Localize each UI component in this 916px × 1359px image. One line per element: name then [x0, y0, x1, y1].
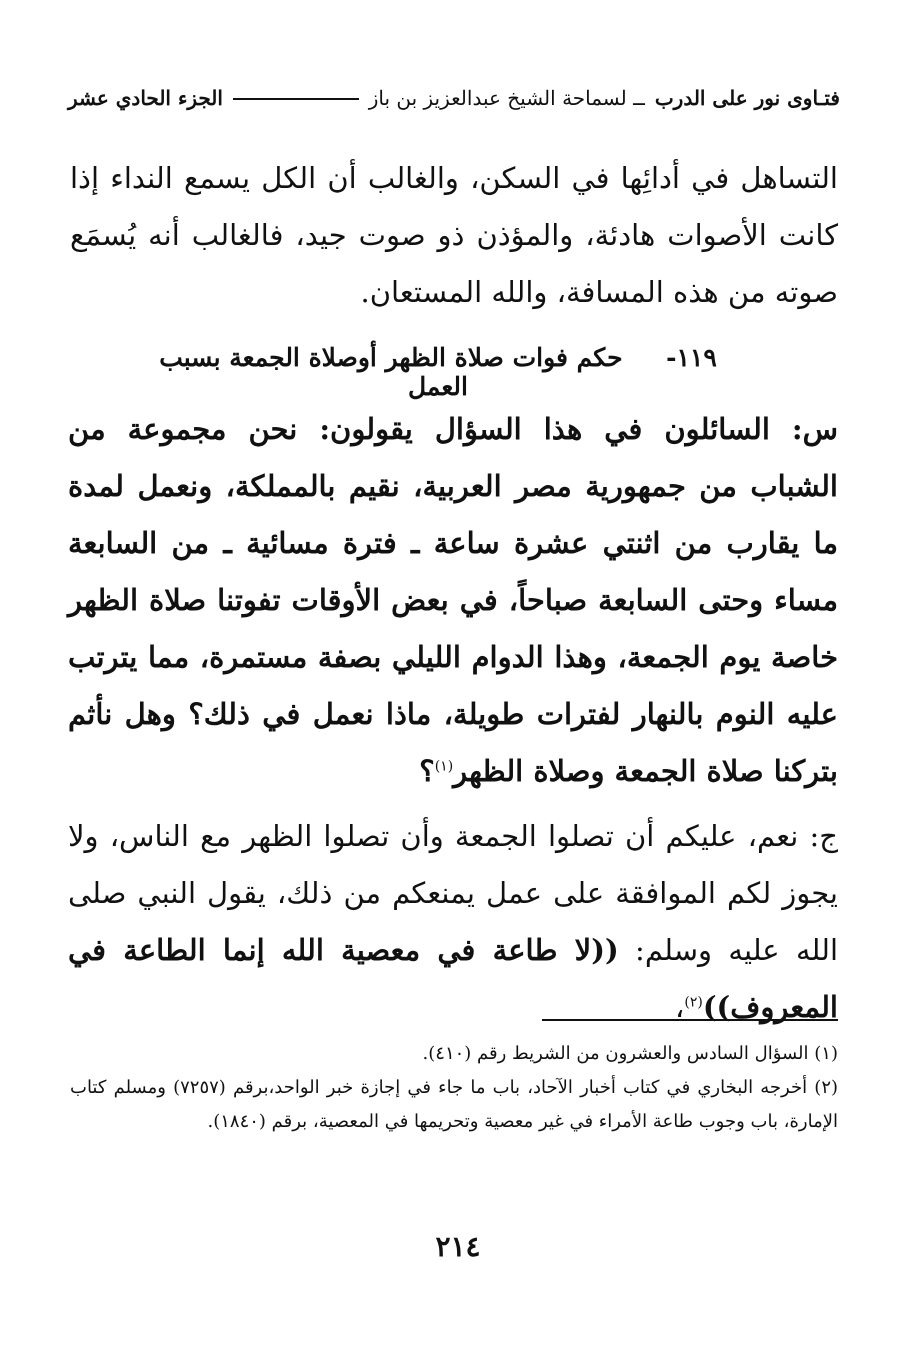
footnote-ref-1[interactable]: (١): [434, 758, 454, 775]
intro-paragraph-block: [70, 150, 838, 321]
hadith-quote: ((لا طاعة في معصية الله إنما الطاعة في المعروف)): [68, 933, 838, 1024]
running-header: [68, 86, 840, 110]
answer-end-mark: ،: [674, 990, 685, 1024]
footnote-1: (١) السؤال السادس والعشرون من الشريط رقم (٤١٠).: [422, 1043, 838, 1064]
book-title: فتـاوى نور على الدرب: [654, 86, 840, 110]
question-paragraph: [68, 401, 838, 800]
question-end-mark: ؟: [419, 754, 435, 788]
footnotes: [70, 1037, 838, 1139]
author-name: ــ لسماحة الشيخ عبدالعزيز بن باز: [368, 86, 645, 110]
header-rule: [233, 98, 359, 100]
volume-label: الجزء الحادي عشر: [68, 86, 223, 110]
footnote-ref-2[interactable]: (٢): [684, 994, 703, 1011]
footnote-separator: [542, 1019, 838, 1021]
section-title: حكم فوات صلاة الظهر أوصلاة الجمعة بسبب العمل: [159, 343, 623, 401]
footnote-2: (٢) أخرجه البخاري في كتاب أخبار الآحاد، باب ما جاء في إجازة خبر الواحد،برقم (٧٢٥٧) ومسلم كتاب الإمارة، باب وجوب طاعة الأمراء في غير معصية وتحريمها في المعصية، برقم (١٨٤٠).: [70, 1077, 839, 1132]
section-heading: [150, 343, 726, 401]
page-number: ٢١٤: [435, 1230, 481, 1263]
answer-text: ج: نعم، عليكم أن تصلوا الجمعة وأن تصلوا الظهر مع الناس، ولا يجوز لكم الموافقة على عمل يمنعكم من ذلك، يقول النبي صلى الله عليه وسلم:: [68, 819, 839, 967]
question-text: س: السائلون في هذا السؤال يقولون: نحن مجموعة من الشباب من جمهورية مصر العربية، نقيم بالمملكة، ونعمل لمدة ما يقارب من اثنتي عشرة ساعة ـ فترة مسائية ـ من السابعة مساء وحتى السابعة صباحاً، في بعض الأوقات تفوتنا صلاة الظهر خاصة يوم الجمعة، وهذا الدوام الليلي بصفة مستمرة، مما يترتب عليه النوم بالنهار لفترات طويلة، ماذا نعمل في ذلك؟ وهل نأثم بتركنا صلاة الجمعة وصلاة الظهر: [68, 412, 838, 788]
intro-paragraph: التساهل في أدائِها في السكن، والغالب أن الكل يسمع النداء إذا كانت الأصوات هادئة، والمؤذن ذو صوت جيد، فالغالب أنه يُسمَع صوته من هذه المسافة، والله المستعان.: [70, 161, 838, 309]
answer-block: [68, 808, 838, 1036]
answer-paragraph: [68, 808, 838, 1036]
question-block: [68, 401, 838, 800]
section-number: ١١٩-: [666, 343, 717, 372]
